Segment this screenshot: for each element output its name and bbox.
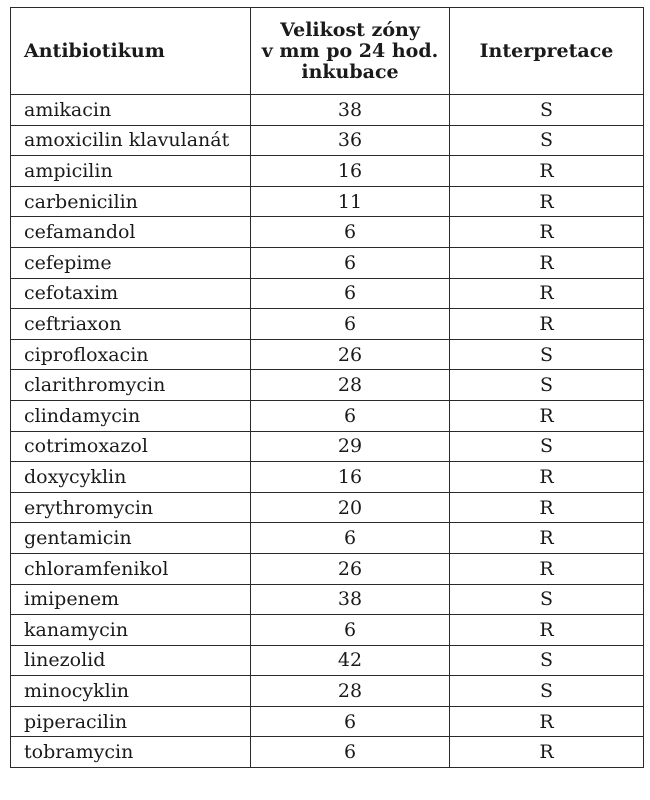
- interpretation-cell: R: [450, 217, 644, 248]
- table-row: [11, 278, 644, 309]
- antibiotic-name-cell: imipenem: [11, 584, 251, 615]
- interpretation-cell: S: [450, 95, 644, 126]
- antibiotic-name-cell: clarithromycin: [11, 370, 251, 401]
- zone-size-cell: 28: [251, 676, 450, 707]
- zone-size-cell: 6: [251, 523, 450, 554]
- antibiotic-name-cell: minocyklin: [11, 676, 251, 707]
- antibiotic-name-cell: ampicilin: [11, 156, 251, 187]
- table-row: [11, 645, 644, 676]
- header-zone-size: [251, 8, 450, 95]
- interpretation-cell: S: [450, 125, 644, 156]
- antibiotic-name-cell: ciprofloxacin: [11, 339, 251, 370]
- interpretation-cell: R: [450, 553, 644, 584]
- table-row: [11, 156, 644, 187]
- antibiotic-name-cell: gentamicin: [11, 523, 251, 554]
- zone-size-cell: 38: [251, 95, 450, 126]
- antibiotic-name-cell: tobramycin: [11, 737, 251, 768]
- interpretation-cell: R: [450, 278, 644, 309]
- interpretation-cell: S: [450, 676, 644, 707]
- antibiotic-susceptibility-table: [10, 7, 644, 768]
- antibiotic-name-cell: amoxicilin klavulanát: [11, 125, 251, 156]
- antibiotic-name-cell: amikacin: [11, 95, 251, 126]
- table-row: [11, 553, 644, 584]
- antibiotic-name-cell: linezolid: [11, 645, 251, 676]
- interpretation-cell: S: [450, 584, 644, 615]
- table-row: [11, 247, 644, 278]
- zone-size-cell: 38: [251, 584, 450, 615]
- interpretation-cell: R: [450, 523, 644, 554]
- interpretation-cell: R: [450, 615, 644, 646]
- antibiotic-name-cell: doxycyklin: [11, 462, 251, 493]
- antibiotic-name-cell: erythromycin: [11, 492, 251, 523]
- antibiotic-name-cell: carbenicilin: [11, 186, 251, 217]
- zone-size-cell: 26: [251, 553, 450, 584]
- table-row: [11, 737, 644, 768]
- interpretation-cell: R: [450, 186, 644, 217]
- zone-size-cell: 6: [251, 278, 450, 309]
- table-row: [11, 370, 644, 401]
- table-body: [11, 95, 644, 768]
- antibiotic-name-cell: cotrimoxazol: [11, 431, 251, 462]
- zone-size-cell: 28: [251, 370, 450, 401]
- interpretation-cell: S: [450, 645, 644, 676]
- zone-size-cell: 11: [251, 186, 450, 217]
- interpretation-cell: R: [450, 156, 644, 187]
- table-row: [11, 95, 644, 126]
- zone-size-cell: 20: [251, 492, 450, 523]
- zone-size-cell: 16: [251, 462, 450, 493]
- antibiotic-name-cell: cefepime: [11, 247, 251, 278]
- header-zone-line-3: inkubace: [301, 60, 399, 83]
- header-zone-line-2: v mm po 24 hod.: [261, 39, 439, 62]
- zone-size-cell: 16: [251, 156, 450, 187]
- interpretation-cell: R: [450, 309, 644, 340]
- zone-size-cell: 36: [251, 125, 450, 156]
- header-antibiotic: Antibiotikum: [11, 8, 251, 95]
- table-row: [11, 615, 644, 646]
- header-row: [11, 8, 644, 95]
- table-row: [11, 400, 644, 431]
- table-row: [11, 523, 644, 554]
- antibiotic-name-cell: chloramfenikol: [11, 553, 251, 584]
- interpretation-cell: R: [450, 706, 644, 737]
- interpretation-cell: S: [450, 339, 644, 370]
- interpretation-cell: R: [450, 492, 644, 523]
- antibiotic-name-cell: ceftriaxon: [11, 309, 251, 340]
- zone-size-cell: 26: [251, 339, 450, 370]
- antibiotic-name-cell: piperacilin: [11, 706, 251, 737]
- table-row: [11, 309, 644, 340]
- interpretation-cell: R: [450, 737, 644, 768]
- zone-size-cell: 6: [251, 615, 450, 646]
- antibiotic-name-cell: cefotaxim: [11, 278, 251, 309]
- table-row: [11, 125, 644, 156]
- zone-size-cell: 6: [251, 706, 450, 737]
- table-row: [11, 706, 644, 737]
- header-interpretation: Interpretace: [450, 8, 644, 95]
- zone-size-cell: 6: [251, 247, 450, 278]
- interpretation-cell: S: [450, 370, 644, 401]
- interpretation-cell: S: [450, 431, 644, 462]
- interpretation-cell: R: [450, 400, 644, 431]
- table-row: [11, 462, 644, 493]
- zone-size-cell: 29: [251, 431, 450, 462]
- antibiotic-name-cell: cefamandol: [11, 217, 251, 248]
- interpretation-cell: R: [450, 462, 644, 493]
- zone-size-cell: 6: [251, 217, 450, 248]
- antibiotic-name-cell: kanamycin: [11, 615, 251, 646]
- table-row: [11, 186, 644, 217]
- interpretation-cell: R: [450, 247, 644, 278]
- table-row: [11, 676, 644, 707]
- antibiotic-name-cell: clindamycin: [11, 400, 251, 431]
- zone-size-cell: 6: [251, 400, 450, 431]
- table-row: [11, 217, 644, 248]
- table-row: [11, 584, 644, 615]
- header-zone-line-1: Velikost zóny: [280, 18, 420, 41]
- table-row: [11, 492, 644, 523]
- zone-size-cell: 6: [251, 309, 450, 340]
- table-row: [11, 339, 644, 370]
- table-row: [11, 431, 644, 462]
- zone-size-cell: 6: [251, 737, 450, 768]
- table-header: [11, 8, 644, 95]
- zone-size-cell: 42: [251, 645, 450, 676]
